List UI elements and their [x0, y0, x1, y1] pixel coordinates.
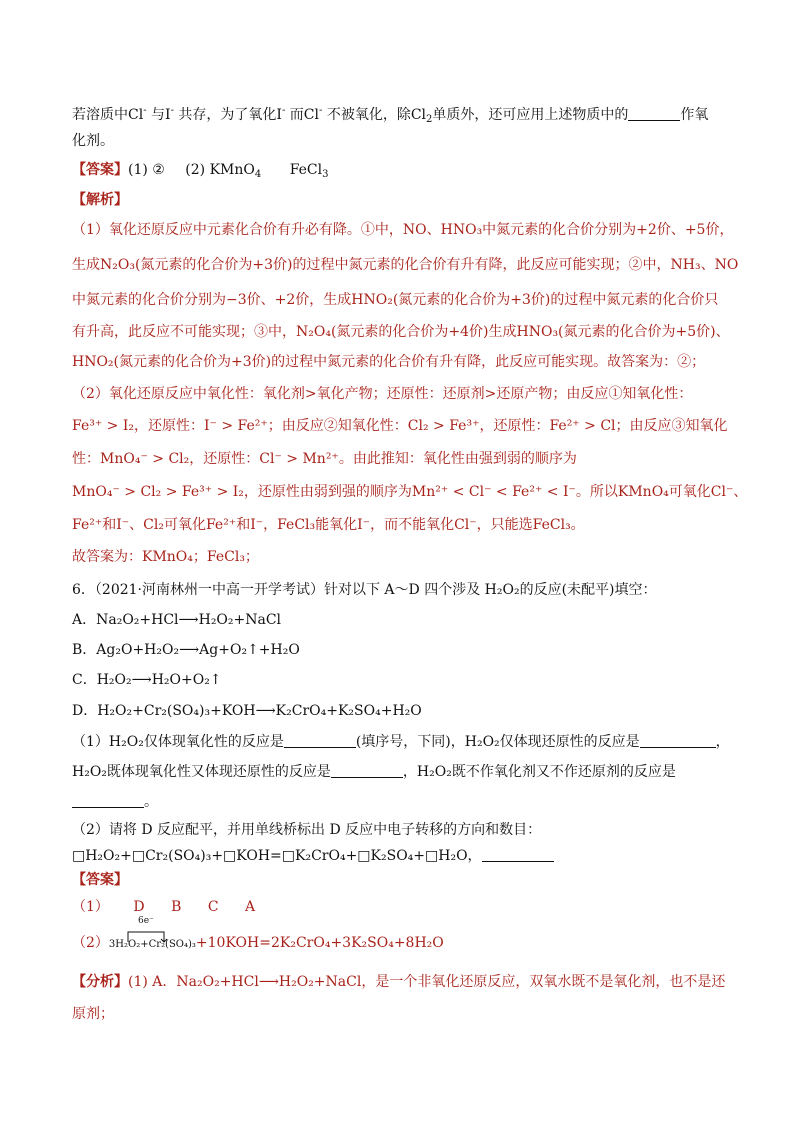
answer-5 [72, 160, 329, 185]
answer-blank[interactable] [284, 733, 356, 748]
charge: - [170, 105, 174, 116]
charge: - [319, 105, 323, 116]
iodide-ion: I [276, 107, 282, 123]
q5-text: 单质外，还可应用上述物质中的 [432, 107, 629, 123]
chlorine: Cl [410, 107, 427, 123]
electron-count-label: 6e⁻ [138, 916, 154, 926]
chloride-ion: Cl [303, 107, 319, 123]
answer-value: A [244, 899, 256, 915]
fenxi-label: 【分析】 [72, 974, 128, 990]
q6-option-b: B．Ag₂O+H₂O₂⟶Ag+O₂↑+H₂O [72, 642, 300, 658]
q6-sub1-line-1 [72, 732, 730, 752]
answer-blank[interactable] [331, 763, 403, 778]
analysis-1-line-1: （1）氧化还原反应中元素化合价有升必有降。①中，NO、HNO₃中氮元素的化合价分别为+2价、+5价， [72, 222, 734, 238]
answer-text: (2) KMnO [185, 162, 255, 178]
answer-text: (1) ② [128, 162, 165, 178]
q5-text: 与 [151, 107, 166, 123]
answer-value: B [171, 899, 182, 915]
analysis-2-line-1: （2）氧化还原反应中氧化性：氧化剂>氧化产物；还原性：还原剂>还原产物；由反应①知氧化性： [72, 386, 693, 402]
iodide-ion: I [165, 107, 171, 123]
analysis-2-line-6: 故答案为：KMnO₄；FeCl₃； [72, 549, 259, 565]
answer-value: C [207, 899, 219, 915]
q6-stem: 6．（2021·河南林州一中高一开学考试）针对以下 A～D 四个涉及 H₂O₂的反应(未配平)填空： [72, 582, 657, 598]
equation-rest: +10KOH=2K₂CrO₄+3K₂SO₄+8H₂O [195, 935, 444, 951]
answer-text: FeCl [289, 162, 323, 178]
charge: - [281, 105, 286, 116]
q6-sub2-equation [72, 846, 554, 866]
analysis-1-line-3: 中氮元素的化合价分别为−3价、+2价，生成HNO₂(氮元素的化合价为+3价)的过程中氮元素的化合价只 [72, 292, 719, 308]
q5-text: 共存，为了氧化 [178, 107, 277, 123]
q6-sub1-line-2 [72, 762, 676, 782]
q5-text: 若溶质中 [72, 107, 128, 123]
q5-text: 作氧 [680, 107, 709, 123]
answer-value: D [133, 899, 145, 915]
answer-blank[interactable] [72, 793, 144, 808]
answer-blank[interactable] [628, 106, 680, 121]
answer-text: （1） [72, 899, 109, 915]
answer-6-label: 【答案】 [72, 872, 128, 888]
q6-text: ，H₂O₂既不作氧化剂又不作还原剂的反应是 [402, 764, 676, 780]
q6-text: （1）H₂O₂仅体现氧化性的反应是 [72, 734, 284, 750]
analysis-1-line-4: 有升高，此反应不可能实现；③中，N₂O₄(氮元素的化合价为+4价)生成HNO₃(氮元素的化合价为+5价)、 [72, 324, 730, 340]
q5-text: 而 [289, 107, 304, 123]
q6-option-d: D．H₂O₂+Cr₂(SO₄)₃+KOH⟶K₂CrO₄+K₂SO₄+H₂O [72, 703, 422, 719]
subscript: 2 [426, 114, 433, 125]
analysis-1-line-2: 生成N₂O₃(氮元素的化合价为+3价)的过程中氮元素的化合价有升有降，此反应可能实现；②中，NH₃、NO [72, 257, 739, 273]
equation-reactants: 3H₂O₂+Cr₂(SO₄)₃ [108, 939, 196, 950]
q6-text: 。 [144, 794, 158, 810]
answer-blank[interactable] [482, 847, 554, 862]
q5-line-2: 化剂。 [72, 133, 114, 149]
q6-sub1-line-3 [72, 792, 158, 812]
q5-line-1 [72, 101, 708, 130]
q6-text: ， [715, 734, 730, 750]
answer-blank[interactable] [640, 733, 716, 748]
q6-text: H₂O₂既体现氧化性又体现还原性的反应是 [72, 764, 331, 780]
charge: - [143, 105, 147, 116]
analysis-2-line-2: Fe³⁺ > I₂，还原性：I⁻ > Fe²⁺；由反应②知氧化性：Cl₂ > Fe³⁺，还原性：Fe²⁺ > Cl；由反应③知氧化 [72, 418, 728, 434]
fenxi-text: (1) A．Na₂O₂+HCl⟶H₂O₂+NaCl，是一个非氧化还原反应，双氧水既不是氧化剂，也不是还 [128, 974, 726, 990]
analysis-2-line-4: MnO₄⁻ > Cl₂ > Fe³⁺ > I₂，还原性由弱到强的顺序为Mn²⁺ < Cl⁻ < Fe²⁺ < I⁻。所以KMnO₄可氧化Cl⁻、 [72, 484, 748, 500]
q6-equation: □H₂O₂+□Cr₂(SO₄)₃+□KOH=□K₂CrO₄+□K₂SO₄+□H₂O， [72, 848, 482, 864]
q6-sub2-line-1: （2）请将 D 反应配平，并用单线桥标出 D 反应中电子转移的方向和数目： [72, 822, 542, 838]
answer-label: 【答案】 [72, 162, 128, 178]
q6-option-a: A．Na₂O₂+HCl⟶H₂O₂+NaCl [72, 612, 282, 628]
subscript: 4 [254, 169, 262, 180]
analysis-1-line-5: HNO₂(氮元素的化合价为+3价)的过程中氮元素的化合价有升有降，此反应可能实现。故答案为：②； [72, 354, 706, 370]
answer-text: （2） [72, 935, 109, 951]
fenxi-line-2: 原剂； [72, 1006, 114, 1022]
jiexi-label: 【解析】 [72, 192, 128, 208]
analysis-2-line-3: 性：MnO₄⁻ > Cl₂，还原性：Cl⁻ > Mn²⁺。由此推知：氧化性由强到弱的顺序为 [72, 451, 577, 467]
q5-text: 不被氧化，除 [326, 107, 411, 123]
answer-6-part-2 [72, 933, 444, 955]
q6-text: (填序号，下同)，H₂O₂仅体现还原性的反应是 [355, 734, 640, 750]
chloride-ion: Cl [128, 107, 144, 123]
answer-6-part-1 [72, 897, 255, 917]
analysis-2-line-5: Fe²⁺和I⁻、Cl₂可氧化Fe²⁺和I⁻，FeCl₃能氧化I⁻，而不能氧化Cl⁻，只能选FeCl₃。 [72, 517, 585, 533]
fenxi-line-1 [72, 972, 725, 992]
subscript: 3 [322, 169, 329, 180]
q6-option-c: C．H₂O₂⟶H₂O+O₂↑ [72, 672, 222, 688]
